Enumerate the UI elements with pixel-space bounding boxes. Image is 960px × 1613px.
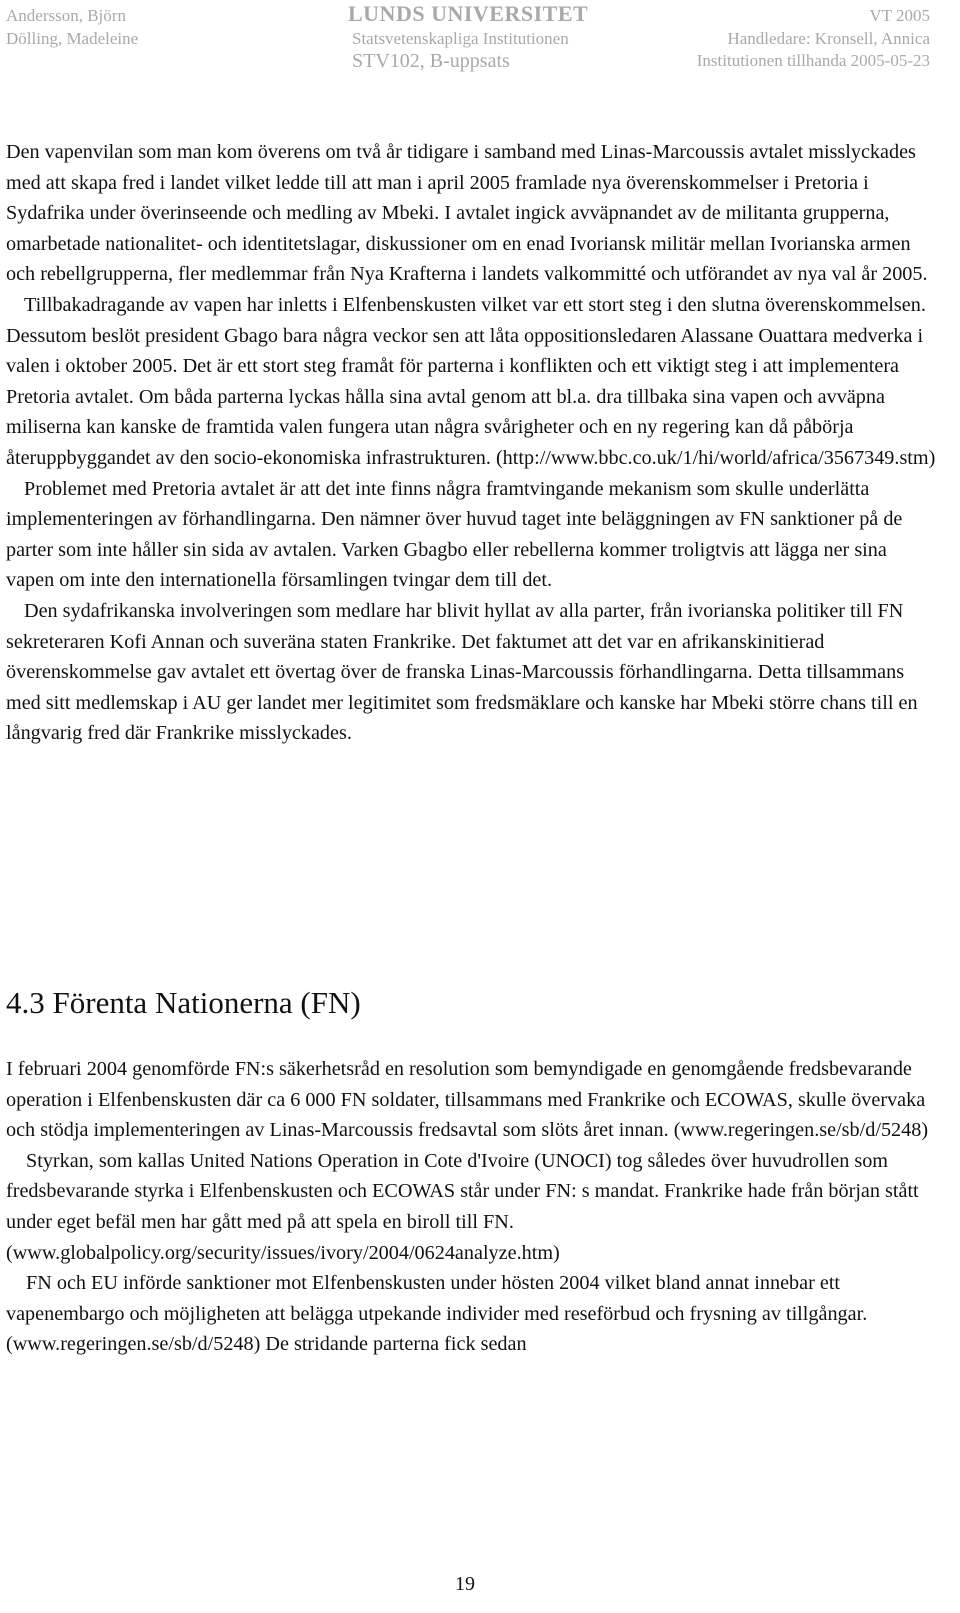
author-1: Andersson, Björn	[6, 6, 126, 25]
submission-date: Institutionen tillhanda 2005-05-23	[696, 51, 930, 70]
body-text	[6, 137, 936, 749]
paragraph-un-resolution: I februari 2004 genomförde FN:s säkerhetsråd en resolution som bemyndigade en genomgående fredsbevarande operation i Elfenbenskusten där ca 6 000 FN soldater, tillsammans med Frankrike och ECOWAS, skulle övervaka och stödja implementeringen av Linas-Marcoussis fredsavtal som slöts året innan. (www.regeringen.se/sb/d/5248)	[6, 1058, 929, 1142]
paragraph-ceasefire-text: Den vapenvilan som man kom överens om två år tidigare i samband med Linas-Marcoussis avtalet misslyckades med att skapa fred i landet vilket ledde till att man i april 2005 framlade nya överenskommelser i Pretoria i Sydafrika under överinseende och medling av Mbeki.	[6, 141, 916, 225]
section-heading: 4.3 Förenta Nationerna (FN)	[6, 985, 361, 1020]
author-2: Dölling, Madeleine	[6, 29, 139, 48]
page-number: 19	[455, 1573, 475, 1595]
paragraph-ceasefire	[6, 137, 936, 290]
paragraph-pretoria-problem: Problemet med Pretoria avtalet är att det inte finns några framtvingande mekanism som skulle underlätta implementeringen av förhandlingarna. Den nämner över huvud taget inte beläggningen av FN sanktioner på de parter som inte håller sin sida av avtalen. Varken Gbagbo eller rebellerna kommer troligtvis att lägga ner sina vapen om inte den internationella församlingen tvingar dem till det.	[6, 477, 903, 592]
supervisor: Handledare: Kronsell, Annica	[727, 29, 930, 48]
paragraph-agreement-text: I avtalet ingick avväpnandet av de militanta grupperna, omarbetade nationalitet- och identitetslagar, diskussioner om en enad Ivoriansk militär mellan Ivorianska armen och rebellgrupperna, fler medlemmar från Nya Krafterna i landets valkommitté och utförandet av nya val år 2005.	[6, 202, 928, 286]
paragraph-sanctions: FN och EU införde sanktioner mot Elfenbenskusten under hösten 2004 vilket bland annat innebar ett vapenembargo och möjligheten att belägga utpekande individer med reseförbud och frysning av tillgångar. (www.regeringen.se/sb/d/5248) De stridande parterna fick sedan	[6, 1272, 868, 1356]
course-code: STV102, B-uppsats	[352, 50, 510, 72]
paragraph-unoci: Styrkan, som kallas United Nations Operation in Cote d'Ivoire (UNOCI) tog således över huvudrollen som fredsbevarande styrka i Elfenbenskusten och ECOWAS står under FN: s mandat. Frankrike hade från början stått under eget befäl men har gått med på att spela en biroll till FN. (www.globalpolicy.org/security/issues/ivory/2004/0624analyze.htm)	[6, 1149, 919, 1264]
paragraph-south-africa: Den sydafrikanska involveringen som medlare har blivit hyllat av alla parter, från ivorianska politiker till FN sekreteraren Kofi Annan och suveräna staten Frankrike. Det faktumet att det var en afrikanskinitierad överenskommelse gav avtalet ett övertag över de franska Linas-Marcoussis förhandlingarna. Detta tillsammans med sitt medlemskap i AU ger landet mer legitimitet som fredsmäklare och kanske har Mbeki större chans till en långvarig fred där Frankrike misslyckades.	[6, 599, 918, 745]
university-name: LUNDS UNIVERSITET	[348, 1, 589, 26]
institution-name: Statsvetenskapliga Institutionen	[352, 29, 569, 48]
section-text	[6, 1054, 936, 1360]
term: VT 2005	[869, 6, 930, 25]
page-header	[0, 0, 960, 80]
paragraph-disarmament: Tillbakadragande av vapen har inletts i Elfenbenskusten vilket var ett stort steg i den slutna överenskommelsen. Dessutom beslöt president Gbago bara några veckor sen att låta oppositionsledaren Alassane Ouattara medverka i valen i oktober 2005. Det är ett stort steg framåt för parterna i konflikten och ett viktigt steg i att implementera Pretoria avtalet. Om båda parterna lyckas hålla sina avtal genom att bl.a. dra tillbaka sina vapen och avväpna miliserna kan kanske de framtida valen fungera utan några svårigheter och en ny regering kan då påbörja återuppbyggandet av den socio-ekonomiska infrastrukturen. (http://www.bbc.co.uk/1/hi/world/africa/3567349.stm)	[6, 293, 936, 469]
